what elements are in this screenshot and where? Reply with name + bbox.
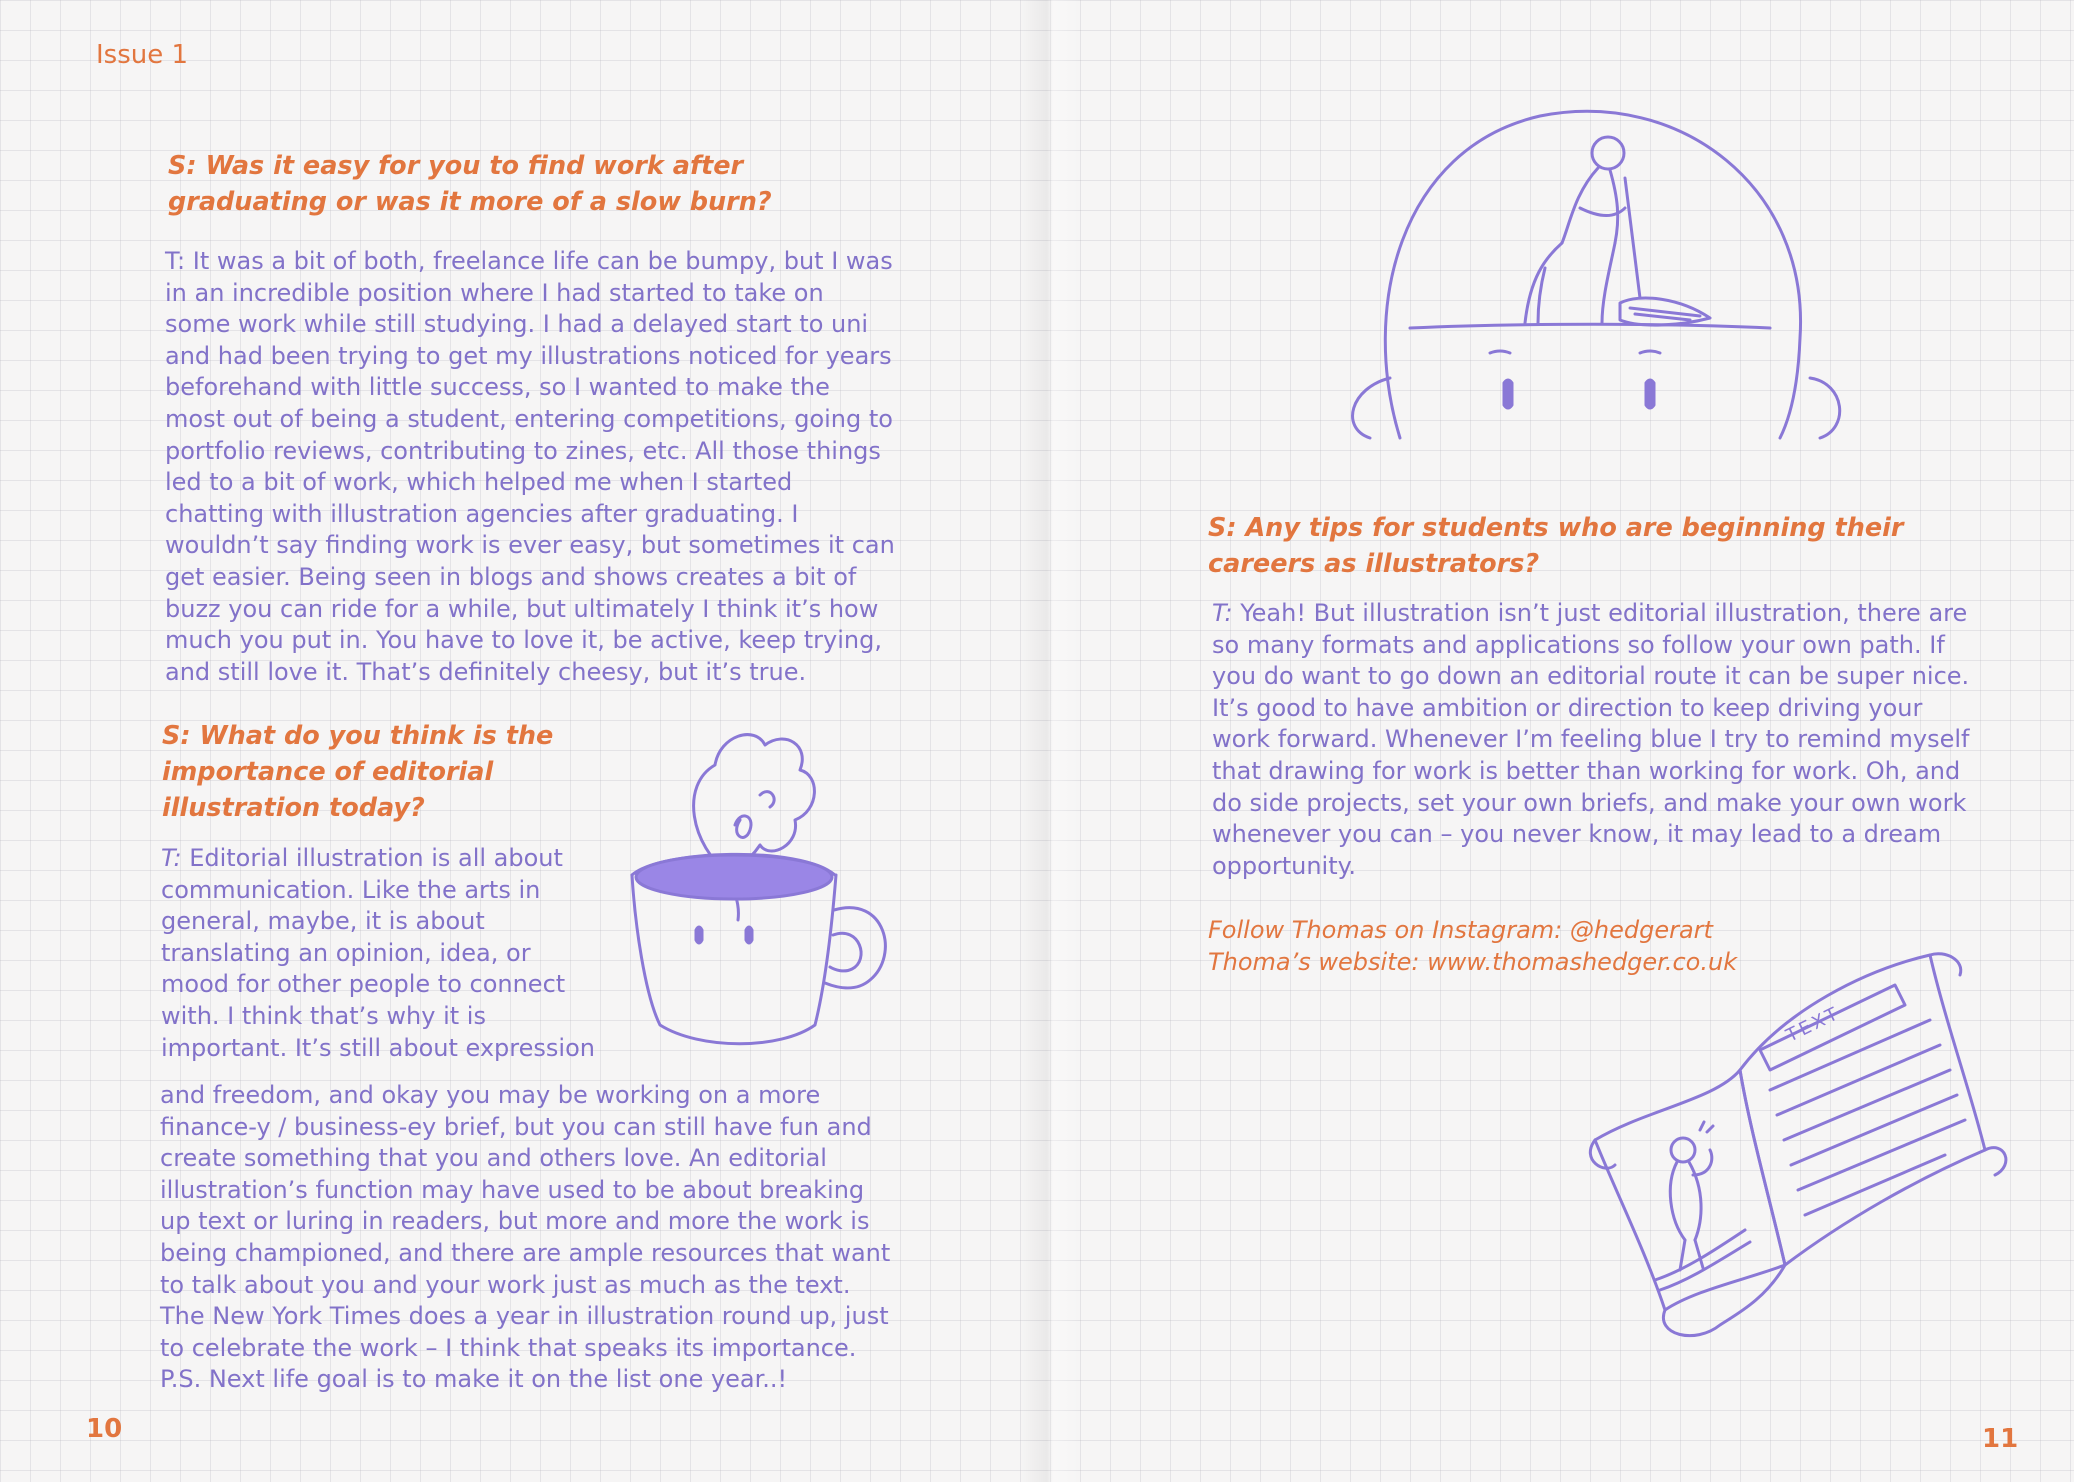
answer-3 — [1212, 598, 1972, 882]
question-2: S: What do you think is the importance of editorial illustration today? — [162, 721, 554, 823]
book-label: TEXT — [1782, 1002, 1844, 1047]
head-sweeping-figure-illustration — [1340, 108, 1830, 448]
question-3: S: Any tips for students who are beginning their careers as illustrators? — [1208, 513, 1904, 579]
issue-label: Issue 1 — [96, 40, 189, 70]
answer-3-lead: T: — [1212, 599, 1233, 627]
coffee-mug-illustration — [620, 725, 910, 1065]
page-number-right: 11 — [1982, 1424, 2019, 1454]
page-fold — [1020, 0, 1080, 1482]
answer-2-part-2: and freedom, and okay you may be working on a more finance-y / business-ey brief, but you can still have fun and create something that you and others love. An editorial illustration’s function may have used to be about breaking up text or luring in readers, but more and more the work is being championed, and there are ample resources that want to talk about you and your work just as much as the text. The New York Times does a year in illustration round up, just to celebrate the work – I think that speaks its importance. P.S. Next life goal is to make it on the list one year..! — [160, 1081, 891, 1394]
question-1: S: Was it easy for you to find work after graduating or was it more of a slow burn? — [168, 151, 772, 217]
answer-2-text: Editorial illustration is all about communication. Like the arts in general, maybe, it is about translating an opinion, idea, or mood for other people to connect with. I think that’s why it is important. It’s still about expression — [161, 844, 595, 1062]
open-book-illustration — [1585, 950, 2015, 1345]
instagram-handle: Follow Thomas on Instagram: @hedgerart — [1208, 916, 1713, 944]
answer-2-lead: T: — [161, 844, 182, 872]
answer-2-part-1 — [161, 843, 601, 1064]
page-number-left: 10 — [86, 1414, 123, 1444]
website-link: Thoma’s website: www.thomashedger.co.uk — [1208, 948, 1738, 976]
answer-3-text: Yeah! But illustration isn’t just editorial illustration, there are so many formats and applications so follow your own path. If you do want to go down an editorial route it can be super nice. It’s good to have ambition or direction to keep driving your work forward. Whenever I’m feeling blue I try to remind myself that drawing for work is better than working for work. Oh, and do side projects, set your own briefs, and make your own work whenever you can – you never know, it may lead to a dream opportunity. — [1212, 599, 1970, 880]
answer-1: T: It was a bit of both, freelance life can be bumpy, but I was in an incredible position where I had started to take on some work while still studying. I had a delayed start to uni and had been trying to get my illustrations noticed for years beforehand with little success, so I wanted to make the most out of being a student, entering competitions, going to portfolio reviews, contributing to zines, etc. All those things led to a bit of work, which helped me when I started chatting with illustration agencies after graduating. I wouldn’t say finding work is ever easy, but sometimes it can get easier. Being seen in blogs and shows creates a bit of buzz you can ride for a while, but ultimately I think it’s how much you put in. You have to love it, be active, keep trying, and still love it. That’s definitely cheesy, but it’s true. — [165, 247, 895, 686]
